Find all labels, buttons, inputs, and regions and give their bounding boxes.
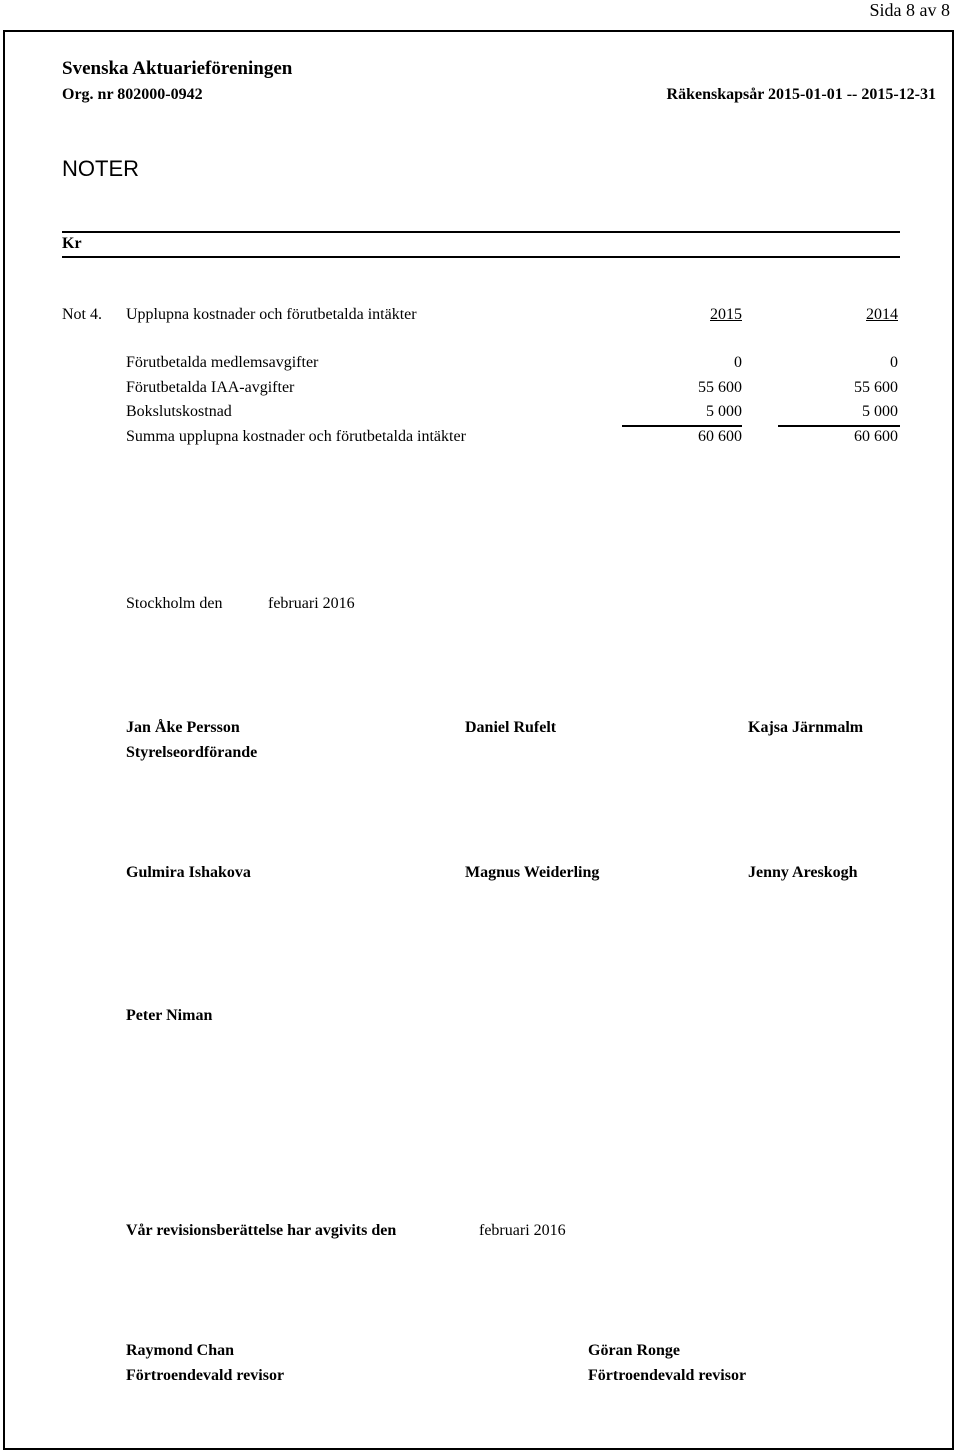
page-number: Sida 8 av 8 xyxy=(869,0,950,20)
row-label: Förutbetalda medlemsavgifter xyxy=(126,354,319,371)
organization-number: Org. nr 802000-0942 xyxy=(62,86,203,103)
note-title: Upplupna kostnader och förutbetalda intäkter xyxy=(126,306,417,323)
signatory-name: Peter Niman xyxy=(126,1007,213,1024)
section-title: NOTER xyxy=(62,156,139,181)
currency-top-rule xyxy=(62,231,900,233)
note-label: Not 4. xyxy=(62,306,102,323)
organization-name: Svenska Aktuarieföreningen xyxy=(62,58,293,79)
row-value-2014: 0 xyxy=(890,354,898,371)
auditor-name: Raymond Chan xyxy=(126,1342,235,1359)
total-row-label: Summa upplupna kostnader och förutbetalda intäkter xyxy=(126,428,466,445)
signatory-name: Jenny Areskogh xyxy=(748,864,858,881)
sum-rule-2015 xyxy=(622,425,742,427)
place-label: Stockholm den xyxy=(126,595,223,612)
auditor-role: Förtroendevald revisor xyxy=(588,1367,747,1384)
row-value-2015: 55 600 xyxy=(698,379,742,396)
signatory-name: Daniel Rufelt xyxy=(465,719,557,736)
auditor-name: Göran Ronge xyxy=(588,1342,680,1359)
total-value-2015: 60 600 xyxy=(698,428,742,445)
audit-date: februari 2016 xyxy=(479,1222,566,1239)
auditor-role: Förtroendevald revisor xyxy=(126,1367,285,1384)
signatory-name: Magnus Weiderling xyxy=(465,864,600,881)
row-value-2014: 55 600 xyxy=(854,379,898,396)
row-value-2014: 5 000 xyxy=(862,403,898,420)
currency-label: Kr xyxy=(62,235,82,252)
currency-bottom-rule xyxy=(62,256,900,258)
sum-rule-2014 xyxy=(778,425,900,427)
row-label: Bokslutskostnad xyxy=(126,403,232,420)
signatory-name: Gulmira Ishakova xyxy=(126,864,251,881)
fiscal-year: Räkenskapsår 2015-01-01 -- 2015-12-31 xyxy=(666,86,936,103)
place-date: februari 2016 xyxy=(268,595,355,612)
row-label: Förutbetalda IAA-avgifter xyxy=(126,379,295,396)
signatory-role: Styrelseordförande xyxy=(126,744,258,761)
total-value-2014: 60 600 xyxy=(854,428,898,445)
row-value-2015: 5 000 xyxy=(706,403,742,420)
signatory-name: Kajsa Järnmalm xyxy=(748,719,864,736)
audit-statement: Vår revisionsberättelse har avgivits den xyxy=(126,1222,397,1239)
row-value-2015: 0 xyxy=(734,354,742,371)
signatory-name: Jan Åke Persson xyxy=(126,719,240,736)
column-header-2014: 2014 xyxy=(866,306,898,323)
column-header-2015: 2015 xyxy=(710,306,742,323)
